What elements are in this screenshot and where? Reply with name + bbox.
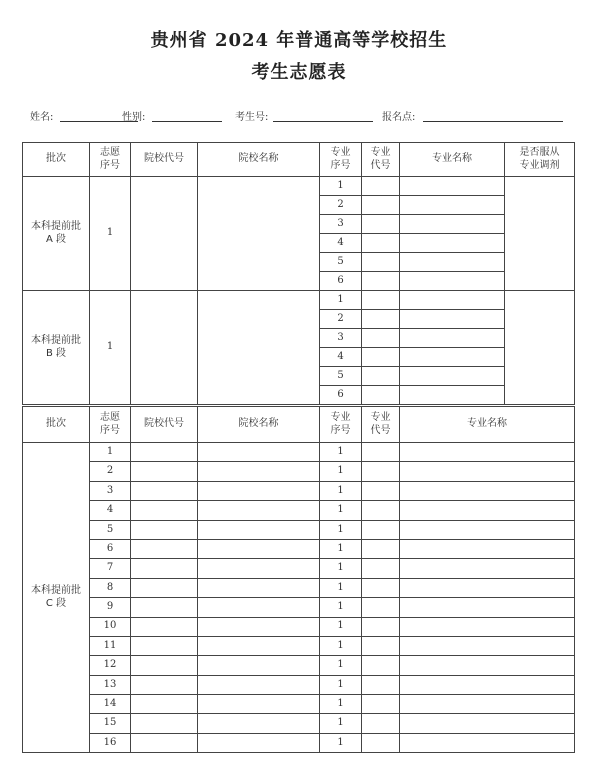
school-code-cell[interactable] bbox=[131, 291, 198, 405]
major-code-cell[interactable] bbox=[362, 367, 400, 386]
registration-site-field[interactable] bbox=[423, 121, 563, 122]
major-order-cell: 5 bbox=[320, 253, 362, 272]
major-name-cell[interactable] bbox=[400, 559, 575, 578]
preference-order-cell: 1 bbox=[90, 443, 131, 462]
major-order-cell: 1 bbox=[320, 598, 362, 617]
major-order-cell: 1 bbox=[320, 714, 362, 733]
major-code-cell[interactable] bbox=[362, 386, 400, 405]
major-name-cell[interactable] bbox=[400, 367, 505, 386]
major-code-cell[interactable] bbox=[362, 733, 400, 752]
major-code-cell[interactable] bbox=[362, 675, 400, 694]
major-name-cell[interactable] bbox=[400, 714, 575, 733]
major-code-cell[interactable] bbox=[362, 234, 400, 253]
preference-table-c bbox=[22, 406, 575, 753]
major-order-cell: 4 bbox=[320, 348, 362, 367]
major-name-cell[interactable] bbox=[400, 636, 575, 655]
major-code-cell[interactable] bbox=[362, 462, 400, 481]
section-a-preference-order: 1 bbox=[90, 177, 131, 291]
major-order-cell: 1 bbox=[320, 177, 362, 196]
school-code-cell[interactable] bbox=[131, 636, 198, 655]
major-order-cell: 1 bbox=[320, 462, 362, 481]
school-name-cell[interactable] bbox=[198, 675, 320, 694]
gender-field[interactable] bbox=[152, 121, 222, 122]
major-name-cell[interactable] bbox=[400, 539, 575, 558]
major-order-cell: 2 bbox=[320, 196, 362, 215]
major-code-cell[interactable] bbox=[362, 656, 400, 675]
major-name-cell[interactable] bbox=[400, 675, 575, 694]
preference-order-cell: 11 bbox=[90, 636, 131, 655]
major-code-cell[interactable] bbox=[362, 348, 400, 367]
major-code-cell[interactable] bbox=[362, 695, 400, 714]
table-row bbox=[23, 695, 575, 714]
major-name-cell[interactable] bbox=[400, 733, 575, 752]
preference-order-cell: 13 bbox=[90, 675, 131, 694]
major-code-cell[interactable] bbox=[362, 578, 400, 597]
preference-order-cell: 4 bbox=[90, 501, 131, 520]
batch-header: 批次 bbox=[23, 407, 90, 443]
major-name-cell[interactable] bbox=[400, 291, 505, 310]
school-name-cell[interactable] bbox=[198, 291, 320, 405]
school-code-cell[interactable] bbox=[131, 462, 198, 481]
school-name-cell[interactable] bbox=[198, 481, 320, 500]
school-name-cell[interactable] bbox=[198, 559, 320, 578]
section-c-batch-cell: 本科提前批 C 段 bbox=[23, 443, 90, 753]
major-code-header: 专业 代号 bbox=[362, 143, 400, 177]
school-name-cell[interactable] bbox=[198, 656, 320, 675]
school-name-cell[interactable] bbox=[198, 443, 320, 462]
school-code-cell[interactable] bbox=[131, 656, 198, 675]
major-order-cell: 4 bbox=[320, 234, 362, 253]
preference-order-header: 志愿 序号 bbox=[90, 143, 131, 177]
school-name-cell[interactable] bbox=[198, 539, 320, 558]
school-code-cell[interactable] bbox=[131, 481, 198, 500]
table-row bbox=[23, 481, 575, 500]
preference-order-cell: 8 bbox=[90, 578, 131, 597]
major-order-cell: 1 bbox=[320, 539, 362, 558]
batch-header: 批次 bbox=[23, 143, 90, 177]
school-name-cell[interactable] bbox=[198, 520, 320, 539]
preference-order-cell: 12 bbox=[90, 656, 131, 675]
school-name-cell[interactable] bbox=[198, 462, 320, 481]
header-row bbox=[23, 143, 575, 177]
major-code-cell[interactable] bbox=[362, 443, 400, 462]
major-name-cell[interactable] bbox=[400, 578, 575, 597]
table-row bbox=[23, 462, 575, 481]
applicant-info-row bbox=[30, 108, 575, 126]
preference-order-cell: 2 bbox=[90, 462, 131, 481]
form-title: 贵州省 2024 年普通高等学校招生 bbox=[150, 30, 448, 51]
adjustment-cell[interactable] bbox=[505, 291, 575, 405]
school-name-cell[interactable] bbox=[198, 617, 320, 636]
major-code-cell[interactable] bbox=[362, 215, 400, 234]
school-code-cell[interactable] bbox=[131, 520, 198, 539]
exam-number-field[interactable] bbox=[273, 121, 373, 122]
table-row bbox=[23, 714, 575, 733]
major-order-cell: 2 bbox=[320, 310, 362, 329]
table-row bbox=[23, 539, 575, 558]
table-row bbox=[23, 291, 575, 310]
major-code-cell[interactable] bbox=[362, 253, 400, 272]
major-name-cell[interactable] bbox=[400, 520, 575, 539]
adjustment-header: 是否服从 专业调剂 bbox=[505, 143, 575, 177]
major-order-cell: 1 bbox=[320, 481, 362, 500]
school-code-cell[interactable] bbox=[131, 617, 198, 636]
major-name-cell[interactable] bbox=[400, 196, 505, 215]
major-order-cell: 1 bbox=[320, 675, 362, 694]
major-code-cell[interactable] bbox=[362, 501, 400, 520]
preference-order-cell: 10 bbox=[90, 617, 131, 636]
major-code-cell[interactable] bbox=[362, 636, 400, 655]
major-order-cell: 1 bbox=[320, 501, 362, 520]
major-code-cell[interactable] bbox=[362, 714, 400, 733]
major-order-cell: 1 bbox=[320, 656, 362, 675]
table-row bbox=[23, 675, 575, 694]
major-code-cell[interactable] bbox=[362, 177, 400, 196]
school-name-cell[interactable] bbox=[198, 714, 320, 733]
major-order-cell: 1 bbox=[320, 636, 362, 655]
major-order-header: 专业 序号 bbox=[320, 143, 362, 177]
table-row bbox=[23, 177, 575, 196]
major-name-cell[interactable] bbox=[400, 348, 505, 367]
major-name-header: 专业名称 bbox=[400, 143, 505, 177]
major-order-cell: 1 bbox=[320, 578, 362, 597]
table-row bbox=[23, 443, 575, 462]
major-name-cell[interactable] bbox=[400, 617, 575, 636]
major-name-cell[interactable] bbox=[400, 695, 575, 714]
gender-label: 性别: bbox=[122, 112, 146, 123]
school-code-cell[interactable] bbox=[131, 501, 198, 520]
major-code-cell[interactable] bbox=[362, 481, 400, 500]
section-b-preference-order: 1 bbox=[90, 291, 131, 405]
major-name-cell[interactable] bbox=[400, 386, 505, 405]
school-name-cell[interactable] bbox=[198, 598, 320, 617]
school-name-cell[interactable] bbox=[198, 177, 320, 291]
header-row bbox=[23, 407, 575, 443]
school-code-cell[interactable] bbox=[131, 695, 198, 714]
major-order-cell: 3 bbox=[320, 329, 362, 348]
preference-order-cell: 16 bbox=[90, 733, 131, 752]
preference-order-header: 志愿 序号 bbox=[90, 407, 131, 443]
major-name-cell[interactable] bbox=[400, 598, 575, 617]
preference-order-cell: 3 bbox=[90, 481, 131, 500]
school-code-cell[interactable] bbox=[131, 578, 198, 597]
major-order-cell: 6 bbox=[320, 272, 362, 291]
major-order-cell: 5 bbox=[320, 367, 362, 386]
school-code-cell[interactable] bbox=[131, 675, 198, 694]
major-order-cell: 1 bbox=[320, 520, 362, 539]
major-name-cell[interactable] bbox=[400, 234, 505, 253]
preference-order-cell: 15 bbox=[90, 714, 131, 733]
preference-table-ab bbox=[22, 142, 575, 405]
major-name-cell[interactable] bbox=[400, 272, 505, 291]
school-code-cell[interactable] bbox=[131, 598, 198, 617]
major-order-cell: 1 bbox=[320, 443, 362, 462]
major-name-cell[interactable] bbox=[400, 656, 575, 675]
major-name-cell[interactable] bbox=[400, 501, 575, 520]
preference-order-cell: 6 bbox=[90, 539, 131, 558]
section-b-batch-cell: 本科提前批 B 段 bbox=[23, 291, 90, 405]
major-code-cell[interactable] bbox=[362, 539, 400, 558]
major-order-cell: 1 bbox=[320, 559, 362, 578]
table-row bbox=[23, 636, 575, 655]
major-code-cell[interactable] bbox=[362, 329, 400, 348]
major-order-cell: 1 bbox=[320, 733, 362, 752]
school-code-header: 院校代号 bbox=[131, 143, 198, 177]
major-code-cell[interactable] bbox=[362, 520, 400, 539]
major-name-cell[interactable] bbox=[400, 310, 505, 329]
school-code-cell[interactable] bbox=[131, 539, 198, 558]
preference-order-cell: 14 bbox=[90, 695, 131, 714]
school-name-cell[interactable] bbox=[198, 695, 320, 714]
table-row bbox=[23, 617, 575, 636]
adjustment-cell[interactable] bbox=[505, 177, 575, 291]
major-name-cell[interactable] bbox=[400, 481, 575, 500]
preference-order-cell: 7 bbox=[90, 559, 131, 578]
major-name-cell[interactable] bbox=[400, 215, 505, 234]
form-subtitle: 考生志愿表 bbox=[251, 62, 347, 83]
table-row bbox=[23, 520, 575, 539]
school-code-cell[interactable] bbox=[131, 714, 198, 733]
name-label: 姓名: bbox=[30, 112, 54, 123]
table-row bbox=[23, 598, 575, 617]
exam-number-label: 考生号: bbox=[235, 112, 269, 123]
major-code-cell[interactable] bbox=[362, 196, 400, 215]
section-a-batch-cell: 本科提前批 A 段 bbox=[23, 177, 90, 291]
school-code-cell[interactable] bbox=[131, 733, 198, 752]
school-code-cell[interactable] bbox=[131, 443, 198, 462]
table-row bbox=[23, 656, 575, 675]
major-code-cell[interactable] bbox=[362, 598, 400, 617]
school-name-header: 院校名称 bbox=[198, 407, 320, 443]
registration-site-label: 报名点: bbox=[382, 112, 416, 123]
table-row bbox=[23, 501, 575, 520]
table-row bbox=[23, 578, 575, 597]
major-order-header: 专业 序号 bbox=[320, 407, 362, 443]
preference-order-cell: 9 bbox=[90, 598, 131, 617]
school-code-header: 院校代号 bbox=[131, 407, 198, 443]
preference-order-cell: 5 bbox=[90, 520, 131, 539]
table-row bbox=[23, 733, 575, 752]
school-name-cell[interactable] bbox=[198, 501, 320, 520]
major-name-cell[interactable] bbox=[400, 177, 505, 196]
major-order-cell: 6 bbox=[320, 386, 362, 405]
major-name-cell[interactable] bbox=[400, 329, 505, 348]
major-code-cell[interactable] bbox=[362, 272, 400, 291]
major-order-cell: 3 bbox=[320, 215, 362, 234]
table-row bbox=[23, 559, 575, 578]
major-name-cell[interactable] bbox=[400, 253, 505, 272]
school-code-cell[interactable] bbox=[131, 559, 198, 578]
school-name-cell[interactable] bbox=[198, 578, 320, 597]
school-name-cell[interactable] bbox=[198, 636, 320, 655]
school-code-cell[interactable] bbox=[131, 177, 198, 291]
school-name-cell[interactable] bbox=[198, 733, 320, 752]
major-code-cell[interactable] bbox=[362, 559, 400, 578]
major-code-cell[interactable] bbox=[362, 291, 400, 310]
major-name-header: 专业名称 bbox=[400, 407, 575, 443]
major-order-cell: 1 bbox=[320, 695, 362, 714]
major-name-cell[interactable] bbox=[400, 443, 575, 462]
major-code-cell[interactable] bbox=[362, 310, 400, 329]
major-name-cell[interactable] bbox=[400, 462, 575, 481]
major-code-cell[interactable] bbox=[362, 617, 400, 636]
major-code-header: 专业 代号 bbox=[362, 407, 400, 443]
major-order-cell: 1 bbox=[320, 617, 362, 636]
major-order-cell: 1 bbox=[320, 291, 362, 310]
school-name-header: 院校名称 bbox=[198, 143, 320, 177]
